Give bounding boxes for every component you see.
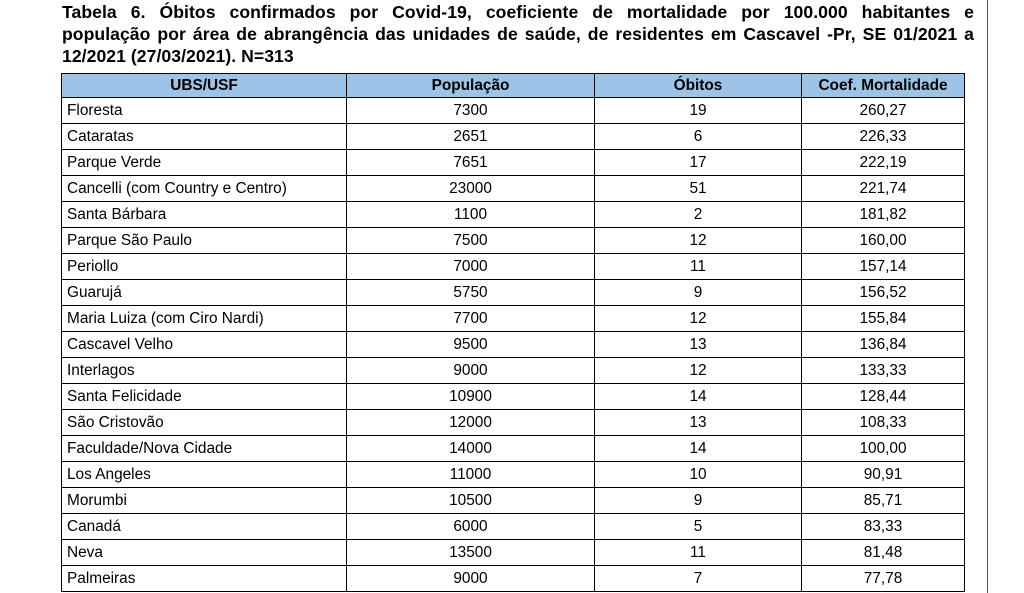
caption-line-1: Tabela 6. Óbitos confirmados por Covid-19, coeficiente de mortalidade por 100.000 habitantes e (62, 2, 974, 22)
ubs-name-cell: São Cristovão (62, 410, 347, 436)
coef-mortalidade-cell: 100,00 (802, 436, 965, 462)
coef-mortalidade-cell: 108,33 (802, 410, 965, 436)
obitos-cell: 9 (595, 280, 802, 306)
table-row (62, 150, 965, 176)
obitos-cell: 11 (595, 540, 802, 566)
ubs-name-cell: Palmeiras (62, 566, 347, 592)
coef-mortalidade-cell: 128,44 (802, 384, 965, 410)
table-row (62, 332, 965, 358)
table-row (62, 436, 965, 462)
coef-mortalidade-cell: 83,33 (802, 514, 965, 540)
populacao-cell: 7700 (347, 306, 595, 332)
populacao-cell: 7300 (347, 98, 595, 124)
mortality-table (61, 73, 965, 592)
table-row (62, 280, 965, 306)
table-row (62, 254, 965, 280)
ubs-name-cell: Parque São Paulo (62, 228, 347, 254)
table-row (62, 124, 965, 150)
populacao-cell: 1100 (347, 202, 595, 228)
populacao-cell: 10500 (347, 488, 595, 514)
ubs-name-cell: Periollo (62, 254, 347, 280)
obitos-cell: 19 (595, 98, 802, 124)
column-header-ubs: UBS/USF (62, 74, 347, 98)
obitos-cell: 14 (595, 384, 802, 410)
table-header-row (62, 74, 965, 98)
table-row (62, 566, 965, 592)
caption-line-3: 12/2021 (27/03/2021). N=313 (62, 46, 294, 66)
populacao-cell: 11000 (347, 462, 595, 488)
table-row (62, 410, 965, 436)
populacao-cell: 5750 (347, 280, 595, 306)
obitos-cell: 13 (595, 410, 802, 436)
obitos-cell: 12 (595, 358, 802, 384)
coef-mortalidade-cell: 222,19 (802, 150, 965, 176)
ubs-name-cell: Faculdade/Nova Cidade (62, 436, 347, 462)
column-header-obitos: Óbitos (595, 74, 802, 98)
ubs-name-cell: Parque Verde (62, 150, 347, 176)
coef-mortalidade-cell: 85,71 (802, 488, 965, 514)
table-row (62, 514, 965, 540)
column-header-coef: Coef. Mortalidade (802, 74, 965, 98)
ubs-name-cell: Morumbi (62, 488, 347, 514)
ubs-name-cell: Santa Bárbara (62, 202, 347, 228)
table-row (62, 358, 965, 384)
table-row (62, 462, 965, 488)
table-row (62, 176, 965, 202)
coef-mortalidade-cell: 181,82 (802, 202, 965, 228)
table-body (62, 98, 965, 592)
obitos-cell: 17 (595, 150, 802, 176)
populacao-cell: 7500 (347, 228, 595, 254)
populacao-cell: 7000 (347, 254, 595, 280)
obitos-cell: 10 (595, 462, 802, 488)
ubs-name-cell: Canadá (62, 514, 347, 540)
obitos-cell: 2 (595, 202, 802, 228)
obitos-cell: 14 (595, 436, 802, 462)
table-row (62, 306, 965, 332)
obitos-cell: 12 (595, 228, 802, 254)
coef-mortalidade-cell: 221,74 (802, 176, 965, 202)
ubs-name-cell: Los Angeles (62, 462, 347, 488)
table-row (62, 202, 965, 228)
populacao-cell: 9000 (347, 358, 595, 384)
populacao-cell: 9000 (347, 566, 595, 592)
table-row (62, 488, 965, 514)
coef-mortalidade-cell: 156,52 (802, 280, 965, 306)
table-caption (62, 1, 974, 67)
obitos-cell: 51 (595, 176, 802, 202)
table-row (62, 384, 965, 410)
coef-mortalidade-cell: 260,27 (802, 98, 965, 124)
coef-mortalidade-cell: 226,33 (802, 124, 965, 150)
obitos-cell: 7 (595, 566, 802, 592)
populacao-cell: 13500 (347, 540, 595, 566)
ubs-name-cell: Cataratas (62, 124, 347, 150)
table-row (62, 228, 965, 254)
coef-mortalidade-cell: 81,48 (802, 540, 965, 566)
coef-mortalidade-cell: 160,00 (802, 228, 965, 254)
populacao-cell: 2651 (347, 124, 595, 150)
column-header-populacao: População (347, 74, 595, 98)
coef-mortalidade-cell: 90,91 (802, 462, 965, 488)
table-row (62, 98, 965, 124)
populacao-cell: 12000 (347, 410, 595, 436)
ubs-name-cell: Maria Luiza (com Ciro Nardi) (62, 306, 347, 332)
obitos-cell: 13 (595, 332, 802, 358)
page-border-line (987, 0, 988, 593)
obitos-cell: 12 (595, 306, 802, 332)
obitos-cell: 9 (595, 488, 802, 514)
ubs-name-cell: Cancelli (com Country e Centro) (62, 176, 347, 202)
populacao-cell: 7651 (347, 150, 595, 176)
coef-mortalidade-cell: 77,78 (802, 566, 965, 592)
obitos-cell: 6 (595, 124, 802, 150)
coef-mortalidade-cell: 133,33 (802, 358, 965, 384)
caption-line-2: população por área de abrangência das unidades de saúde, de residentes em Cascavel -Pr, SE 01/2021 a (62, 24, 974, 44)
populacao-cell: 10900 (347, 384, 595, 410)
obitos-cell: 11 (595, 254, 802, 280)
populacao-cell: 23000 (347, 176, 595, 202)
ubs-name-cell: Santa Felicidade (62, 384, 347, 410)
ubs-name-cell: Guarujá (62, 280, 347, 306)
ubs-name-cell: Neva (62, 540, 347, 566)
ubs-name-cell: Cascavel Velho (62, 332, 347, 358)
coef-mortalidade-cell: 136,84 (802, 332, 965, 358)
coef-mortalidade-cell: 157,14 (802, 254, 965, 280)
populacao-cell: 6000 (347, 514, 595, 540)
ubs-name-cell: Floresta (62, 98, 347, 124)
table-row (62, 540, 965, 566)
ubs-name-cell: Interlagos (62, 358, 347, 384)
populacao-cell: 14000 (347, 436, 595, 462)
populacao-cell: 9500 (347, 332, 595, 358)
coef-mortalidade-cell: 155,84 (802, 306, 965, 332)
obitos-cell: 5 (595, 514, 802, 540)
